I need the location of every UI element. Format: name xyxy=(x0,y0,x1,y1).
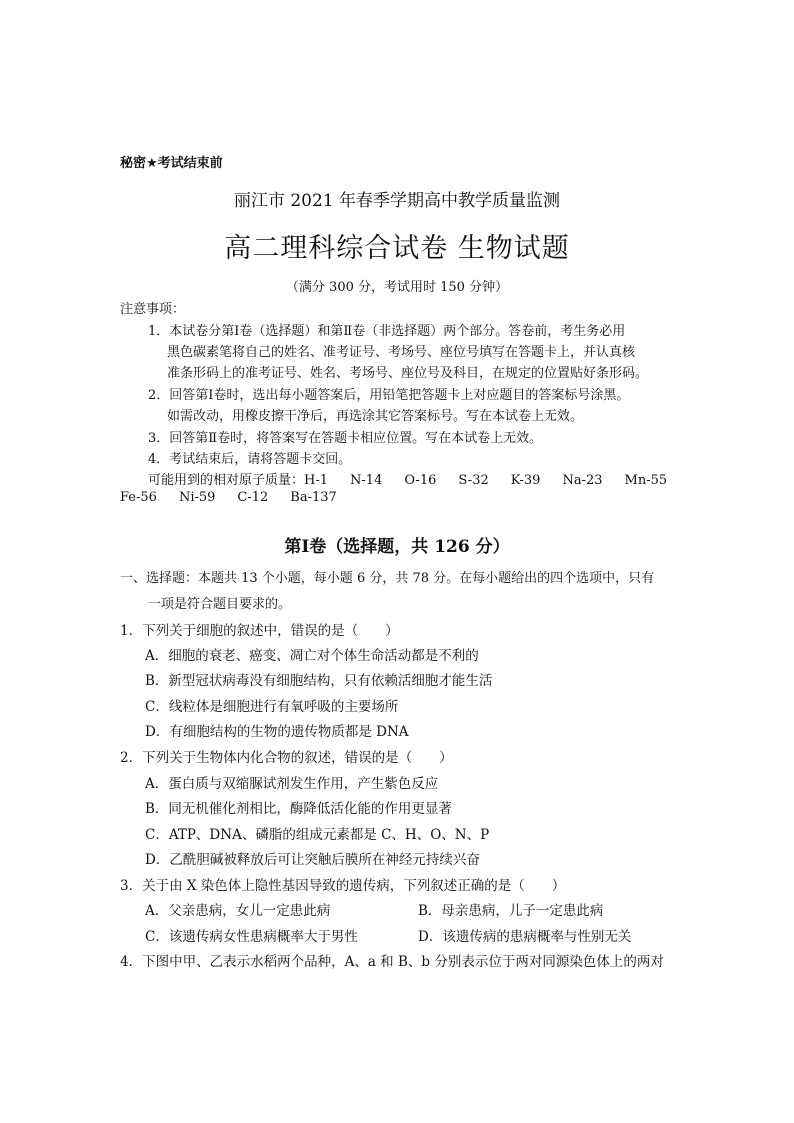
notice-item-4: 4．考试结束后，请将答题卡交回。 xyxy=(148,452,352,467)
atomic-masses-label: 可能用到的相对原子质量： xyxy=(148,473,305,488)
question-1-stem: 1．下列关于细胞的叙述中，错误的是（ ） xyxy=(120,623,399,639)
question-2-option-a: A．蛋白质与双缩脲试剂发生作用，产生紫色反应 xyxy=(145,776,439,792)
atomic-mass: Ni-59 xyxy=(178,490,216,505)
question-3-option-c: C．该遗传病女性患病概率大于男性 xyxy=(145,929,358,945)
atomic-mass: H-1 xyxy=(304,473,329,488)
atomic-masses-line-1 xyxy=(148,469,689,488)
question-1-option-a: A．细胞的衰老、癌变、凋亡对个体生命活动都是不利的 xyxy=(145,648,479,664)
notice-item-3: 3．回答第Ⅱ卷时，将答案写在答题卡相应位置。写在本试卷上无效。 xyxy=(148,431,543,446)
atomic-mass: Fe-56 xyxy=(120,490,157,505)
notice-item-1: 1．本试卷分第Ⅰ卷（选择题）和第Ⅱ卷（非选择题）两个部分。答卷前，考生务必用 xyxy=(148,324,626,339)
exam-subtitle: 丽江市 2021 年春季学期高中教学质量监测 xyxy=(233,191,561,211)
notice-item-2: 2．回答第Ⅰ卷时，选出每小题答案后，用铅笔把答题卡上对应题目的答案标号涂黑。 xyxy=(148,388,630,403)
question-2-option-c: C．ATP、DNA、磷脂的组成元素都是 C、H、O、N、P xyxy=(145,827,490,843)
atomic-mass: Ba-137 xyxy=(290,490,337,505)
question-1-option-d: D．有细胞结构的生物的遗传物质都是 DNA xyxy=(145,724,409,740)
exam-title: 高二理科综合试卷 生物试题 xyxy=(224,233,570,264)
atomic-mass: S-32 xyxy=(458,473,489,488)
notice-title: 注意事项： xyxy=(120,302,186,317)
atomic-mass: C-12 xyxy=(237,490,269,505)
question-2-option-b: B．同无机催化剂相比，酶降低活化能的作用更显著 xyxy=(145,801,452,817)
question-3-option-b: B．母亲患病，儿子一定患此病 xyxy=(418,903,604,919)
part-instructions: 一、选择题：本题共 13 个小题，每小题 6 分，共 78 分。在每小题给出的四个选项中，只有 xyxy=(120,571,655,586)
confidential-label: 秘密★考试结束前 xyxy=(120,156,223,171)
atomic-mass: N-14 xyxy=(350,473,383,488)
question-2-option-d: D．乙酰胆碱被释放后可让突触后膜所在神经元持续兴奋 xyxy=(145,852,480,868)
atomic-masses-line-2 xyxy=(120,490,359,505)
notice-item-1-line-2: 黑色碳素笔将自己的姓名、准考证号、考场号、座位号填写在答题卡上，并认真核 xyxy=(167,345,636,360)
atomic-mass: Mn-55 xyxy=(624,473,668,488)
part-instructions-line-2: 一项是符合题目要求的。 xyxy=(148,597,292,612)
atomic-mass: Na-23 xyxy=(562,473,603,488)
question-3-stem: 3．关于由 X 染色体上隐性基因导致的遗传病，下列叙述正确的是（ ） xyxy=(120,878,566,894)
atomic-mass: K-39 xyxy=(510,473,541,488)
question-2-stem: 2．下列关于生物体内化合物的叙述，错误的是（ ） xyxy=(120,750,453,766)
exam-info: （满分 300 分，考试用时 150 分钟） xyxy=(285,280,509,295)
question-3-option-d: D．该遗传病的患病概率与性别无关 xyxy=(418,929,632,945)
question-4-stem: 4．下图中甲、乙表示水稻两个品种，A、a 和 B、b 分别表示位于两对同源染色体上的两对 xyxy=(120,954,664,970)
question-1-option-b: B．新型冠状病毒没有细胞结构，只有依赖活细胞才能生活 xyxy=(145,673,493,689)
question-3-option-a: A．父亲患病，女儿一定患此病 xyxy=(145,903,331,919)
notice-item-1-line-3: 准条形码上的准考证号、姓名、考场号、座位号及科目，在规定的位置贴好条形码。 xyxy=(167,366,649,381)
atomic-mass: O-16 xyxy=(404,473,437,488)
question-1-option-c: C．线粒体是细胞进行有氧呼吸的主要场所 xyxy=(145,699,399,715)
section-heading: 第Ⅰ卷（选择题，共 126 分） xyxy=(284,537,510,557)
notice-item-2-line-2: 如需改动，用橡皮擦干净后，再选涂其它答案标号。写在本试卷上无效。 xyxy=(167,409,584,424)
